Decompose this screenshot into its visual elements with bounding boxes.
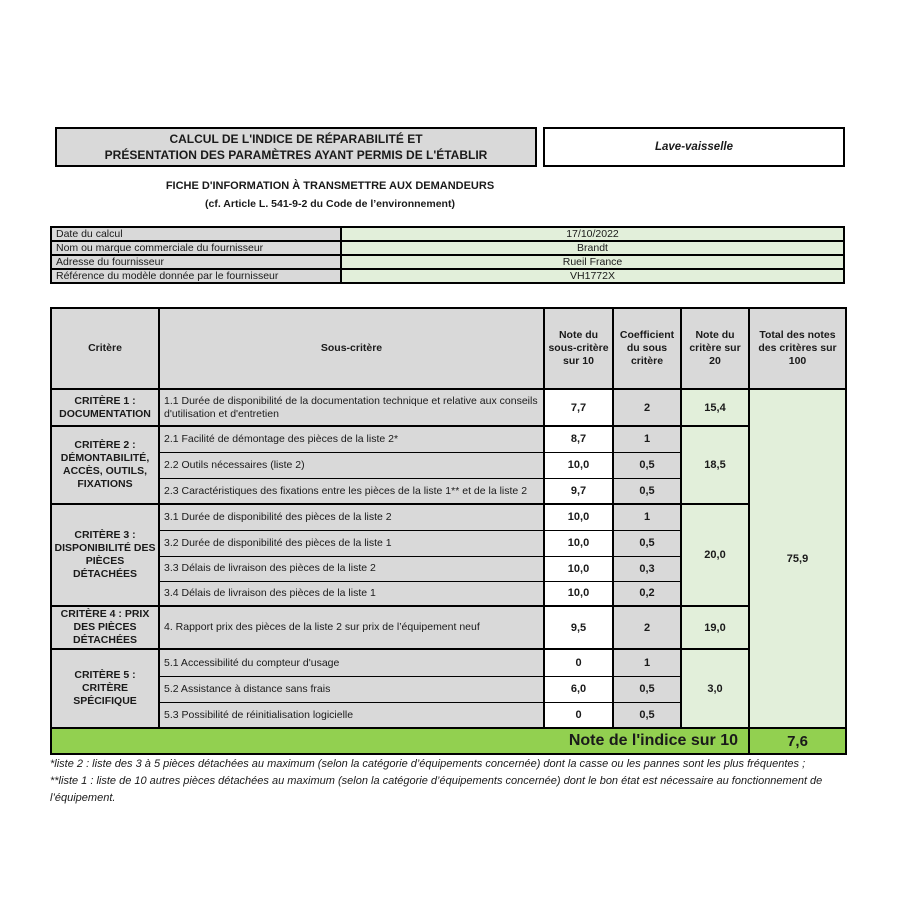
document-title-box: [55, 127, 537, 167]
subcriterion-5-2-note: 6,0: [544, 676, 613, 702]
table-row: [51, 606, 846, 649]
criterion-3-name: CRITÈRE 3 : DISPONIBILITÉ DES PIÈCES DÉTACHÉES: [51, 504, 159, 606]
criterion-1-name: CRITÈRE 1 : DOCUMENTATION: [51, 389, 159, 426]
header-note-sous-critere: Note du sous-critère sur 10: [544, 308, 613, 389]
criterion-3-note-20: 20,0: [681, 504, 749, 606]
header-coefficient: Coefficient du sous critère: [613, 308, 681, 389]
criteria-table: [50, 307, 847, 755]
subcriterion-5-1-label: 5.1 Accessibilité du compteur d'usage: [159, 649, 544, 676]
info-row-brand: [51, 241, 844, 255]
subcriterion-2-3-note: 9,7: [544, 478, 613, 504]
subcriterion-3-1-label: 3.1 Durée de disponibilité des pièces de la liste 2: [159, 504, 544, 530]
supplier-info-table: [50, 226, 845, 284]
subcriterion-3-2-label: 3.2 Durée de disponibilité des pièces de la liste 1: [159, 530, 544, 556]
subcriterion-1-1-label: 1.1 Durée de disponibilité de la documentation technique et relative aux conseils d'utilisation et d'entretien: [159, 389, 544, 426]
table-row: [51, 389, 846, 426]
criterion-4-note-20: 19,0: [681, 606, 749, 649]
total-score-100: 75,9: [749, 389, 846, 728]
footnote-liste-2: *liste 2 : liste des 3 à 5 pièces détachées au maximum (selon la catégorie d’équipements concernée) dont la casse ou les pannes sont les plus fréquentes ;: [50, 758, 806, 770]
subcriterion-3-3-coef: 0,3: [613, 556, 681, 581]
subtitle-line1: FICHE D'INFORMATION À TRANSMETTRE AUX DEMANDEURS: [165, 180, 495, 192]
subcriterion-5-1-note: 0: [544, 649, 613, 676]
subcriterion-3-2-coef: 0,5: [613, 530, 681, 556]
subcriterion-2-3-label: 2.3 Caractéristiques des fixations entre les pièces de la liste 1** et de la liste 2: [159, 478, 544, 504]
subcriterion-2-1-coef: 1: [613, 426, 681, 452]
header-total-100: Total des notes des critères sur 100: [749, 308, 846, 389]
subcriterion-5-2-label: 5.2 Assistance à distance sans frais: [159, 676, 544, 702]
document-title-line1: CALCUL DE L'INDICE DE RÉPARABILITÉ ET: [169, 132, 423, 146]
criterion-1-note-20: 15,4: [681, 389, 749, 426]
table-row: [51, 504, 846, 530]
subcriterion-2-1-label: 2.1 Facilité de démontage des pièces de la liste 2*: [159, 426, 544, 452]
info-row-address: [51, 255, 844, 269]
info-label-address: Adresse du fournisseur: [51, 255, 341, 269]
final-score-row: [51, 728, 846, 754]
subcriterion-3-3-label: 3.3 Délais de livraison des pièces de la liste 2: [159, 556, 544, 581]
footnote-liste-1: **liste 1 : liste de 10 autres pièces détachées au maximum (selon la catégorie d’équipements concernée) dont le bon état est nécessaire au fonctionnement de l’équipement.: [50, 775, 823, 804]
subcriterion-2-1-note: 8,7: [544, 426, 613, 452]
info-row-date: [51, 227, 844, 241]
criterion-2-note-20: 18,5: [681, 426, 749, 504]
final-score-value: 7,6: [749, 728, 846, 754]
header-critere: Critère: [51, 308, 159, 389]
subtitle: [55, 177, 605, 213]
subcriterion-4-label: 4. Rapport prix des pièces de la liste 2 sur prix de l’équipement neuf: [159, 606, 544, 649]
subcriterion-3-4-coef: 0,2: [613, 581, 681, 606]
subcriterion-3-2-note: 10,0: [544, 530, 613, 556]
subcriterion-3-4-note: 10,0: [544, 581, 613, 606]
info-label-model: Référence du modèle donnée par le fournisseur: [51, 269, 341, 283]
criterion-5-note-20: 3,0: [681, 649, 749, 728]
subcriterion-5-2-coef: 0,5: [613, 676, 681, 702]
subcriterion-5-3-note: 0: [544, 702, 613, 728]
subcriterion-4-note: 9,5: [544, 606, 613, 649]
subcriterion-5-1-coef: 1: [613, 649, 681, 676]
table-header-row: [51, 308, 846, 389]
subcriterion-5-3-label: 5.3 Possibilité de réinitialisation logicielle: [159, 702, 544, 728]
info-row-model: [51, 269, 844, 283]
subtitle-line2: (cf. Article L. 541-9-2 du Code de l’environnement): [205, 198, 455, 210]
subcriterion-3-4-label: 3.4 Délais de livraison des pièces de la liste 1: [159, 581, 544, 606]
product-type-box: [543, 127, 845, 167]
subcriterion-5-3-coef: 0,5: [613, 702, 681, 728]
subcriterion-2-3-coef: 0,5: [613, 478, 681, 504]
table-row: [51, 649, 846, 676]
info-value-brand: Brandt: [341, 241, 844, 255]
footnotes: [50, 756, 848, 807]
info-value-address: Rueil France: [341, 255, 844, 269]
info-value-model: VH1772X: [341, 269, 844, 283]
table-row: [51, 426, 846, 452]
document-title-line2: PRÉSENTATION DES PARAMÈTRES AYANT PERMIS DE L'ÉTABLIR: [104, 148, 488, 162]
subcriterion-1-1-coef: 2: [613, 389, 681, 426]
criterion-5-name: CRITÈRE 5 : CRITÈRE SPÉCIFIQUE: [51, 649, 159, 728]
subcriterion-2-2-note: 10,0: [544, 452, 613, 478]
info-label-date: Date du calcul: [51, 227, 341, 241]
product-type-label: Lave-vaisselle: [654, 141, 733, 153]
info-value-date: 17/10/2022: [341, 227, 844, 241]
criterion-2-name: CRITÈRE 2 : DÉMONTABILITÉ, ACCÈS, OUTILS, FIXATIONS: [51, 426, 159, 504]
subcriterion-3-1-coef: 1: [613, 504, 681, 530]
header-sous-critere: Sous-critère: [159, 308, 544, 389]
subcriterion-3-3-note: 10,0: [544, 556, 613, 581]
subcriterion-2-2-coef: 0,5: [613, 452, 681, 478]
subcriterion-1-1-note: 7,7: [544, 389, 613, 426]
subcriterion-4-coef: 2: [613, 606, 681, 649]
subcriterion-3-1-note: 10,0: [544, 504, 613, 530]
final-score-label: Note de l'indice sur 10: [51, 728, 749, 754]
subcriterion-2-2-label: 2.2 Outils nécessaires (liste 2): [159, 452, 544, 478]
info-label-brand: Nom ou marque commerciale du fournisseur: [51, 241, 341, 255]
criterion-4-name: CRITÈRE 4 : PRIX DES PIÈCES DÉTACHÉES: [51, 606, 159, 649]
header-note-critere-20: Note du critère sur 20: [681, 308, 749, 389]
